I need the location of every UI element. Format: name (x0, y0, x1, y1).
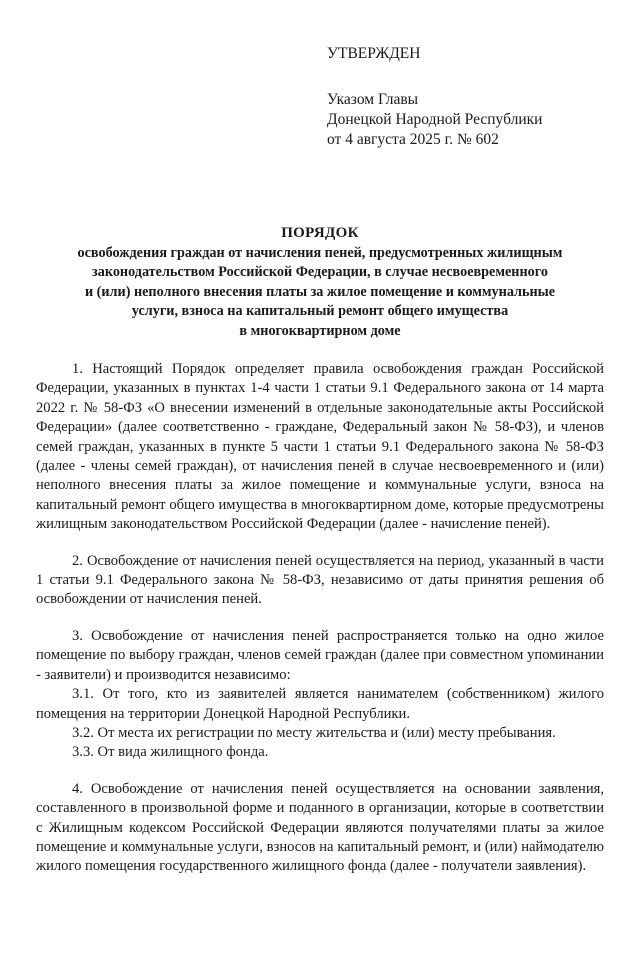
title-line: и (или) неполного внесения платы за жилое помещение и коммунальные (84, 283, 556, 300)
paragraph-2: 2. Освобождение от начисления пеней осуществляется на период, указанный в части 1 статьи 9.1 Федерального закона № 58-ФЗ, независимо от даты принятия решения об освобождении от начисления пеней. (36, 552, 604, 608)
document-body (36, 360, 604, 877)
title-line: освобождения граждан от начисления пеней, предусмотренных жилищным (77, 244, 563, 261)
approval-title: УТВЕРЖДЕН (327, 45, 421, 62)
title-line: услуги, взноса на капитальный ремонт общего имущества (131, 303, 509, 319)
title-line: законодательством Российской Федерации, в случае несвоевременного (92, 264, 548, 280)
paragraph-3-1: 3.1. От того, кто из заявителей является нанимателем (собственником) жилого помещения на территории Донецкой Народной Республики. (36, 686, 604, 722)
paragraph-3-3: 3.3. От вида жилищного фонда. (72, 744, 269, 761)
approval-line: Донецкой Народной Республики (327, 111, 543, 128)
paragraph-3-2: 3.2. От места их регистрации по месту жительства и (или) месту пребывания. (72, 724, 556, 741)
approval-line: Указом Главы (327, 91, 419, 108)
paragraph-1: 1. Настоящий Порядок определяет правила освобождения граждан Российской Федерации, указанных в пунктах 1-4 части 1 статьи 9.1 Федерального закона от 14 марта 2022 г. № 58-ФЗ «О внесении изменений в отдельные законодательные акты Российской Федерации» (далее соответственно - граждане, Федеральный закон № 58-ФЗ), и членов семей граждан, указанных в пункте 5 части 1 статьи 9.1 Федерального закона № 58-ФЗ (далее - члены семей граждан), от начисления пеней в случае несвоевременного и (или) неполного внесения платы за жилое помещение и коммунальные услуги, взноса на капитальный ремонт общего имущества в многоквартирном доме, которые предусмотрены жилищным законодательством Российской Федерации (далее - начисление пеней). (36, 361, 604, 533)
document-title-block (40, 224, 600, 341)
approval-line: от 4 августа 2025 г. № 602 (327, 131, 499, 148)
paragraph-3: 3. Освобождение от начисления пеней распространяется только на одно жилое помещение по выбору граждан, членов семей граждан (далее при совместном упоминании - заявители) и производится независимо: (36, 627, 604, 683)
title-line: в многоквартирном доме (239, 322, 401, 339)
paragraph-4: 4. Освобождение от начисления пеней осуществляется на основании заявления, составленного в произвольной форме и поданного в организации, которые в соответствии с Жилищным кодексом Российской Федерации являются получателями платы за жилое помещение и коммунальные услуги, взносов на капитальный ремонт, и (или) наймодателю жилого помещения государственного жилищного фонда (далее - получатели заявления). (36, 780, 604, 875)
document-title: ПОРЯДОК (281, 225, 359, 241)
approval-block (327, 44, 542, 150)
